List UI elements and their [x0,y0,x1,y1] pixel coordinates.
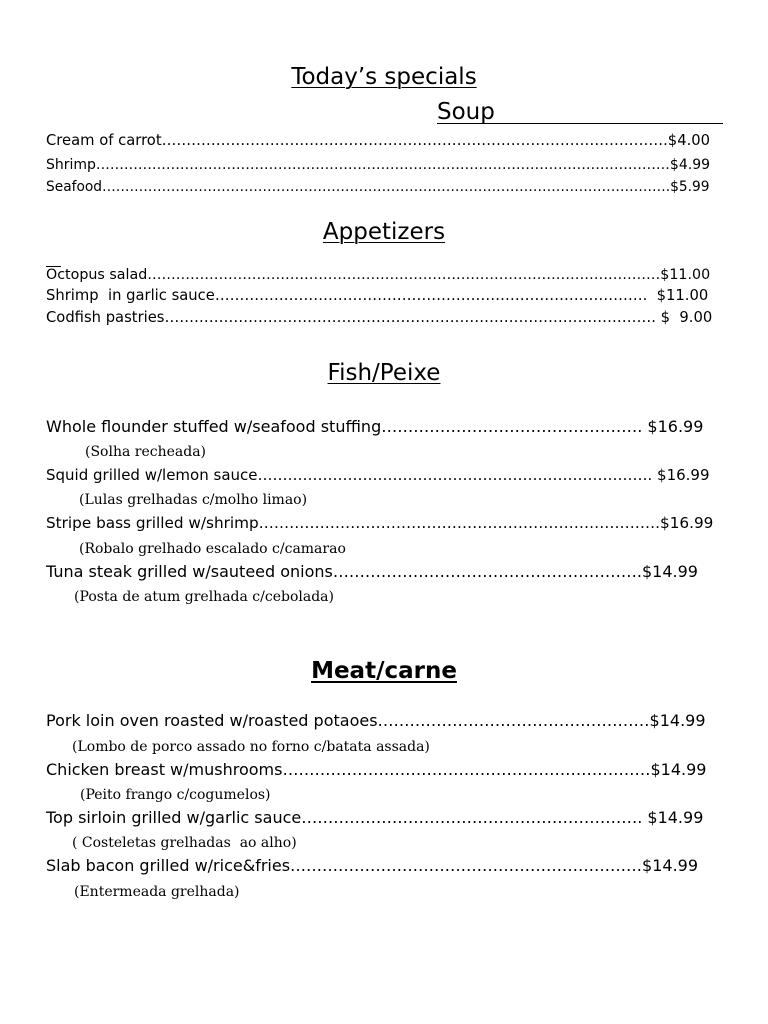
meat-item-slab-bacon: Slab bacon grilled w/rice&fries…………………………………………………………$14.99 [46,856,699,875]
meat-translation-top-sirloin: ( Costeletas grelhadas ao alho) [72,835,297,851]
appetizer-item-codfish-pastries: Codfish pastries………………………………………………………………………………………. $ 9.00 [46,309,713,326]
meat-item-top-sirloin: Top sirloin grilled w/garlic sauce………………………………………………………. $14.99 [46,808,704,827]
fish-translation-tuna-steak: (Posta de atum grelhada c/cebolada) [74,589,334,605]
meat-translation-pork-loin: (Lombo de porco assado no forno c/batata assada) [72,739,430,755]
page-title: Today’s specials [291,64,477,90]
appetizers-heading: Appetizers [322,219,446,245]
meat-item-pork-loin: Pork loin oven roasted w/roasted potaoes……………………………………………$14.99 [46,711,706,730]
soup-item-seafood: Seafood…………………………………………………………………………………………………………….$5.99 [46,179,710,195]
fish-translation-flounder: (Solha recheada) [85,444,207,460]
appetizer-item-shrimp-garlic: Shrimp in garlic sauce……………………………………………………………………………. $11.00 [46,287,709,304]
soup-heading: Soup [437,99,495,125]
fish-translation-stripe-bass: (Robalo grelhado escalado c/camarao [79,541,346,557]
soup-item-cream-of-carrot: Cream of carrot………………………………………………………………………………………….$4.00 [46,132,711,149]
soup-item-shrimp: Shrimp……………………………………………………………………………………………………………$4.99 [46,157,711,173]
meat-item-chicken-breast: Chicken breast w/mushrooms……………………………………………………………$14.99 [46,760,707,779]
fish-item-tuna-steak: Tuna steak grilled w/sauteed onions………………………………………………….$14.99 [46,562,698,581]
fish-item-stripe-bass: Stripe bass grilled w/shrimp…………………………………………………………………….$16.99 [46,514,714,532]
meat-translation-slab-bacon: (Entermeada grelhada) [74,884,240,900]
fish-heading: Fish/Peixe [327,360,441,386]
fish-item-squid: Squid grilled w/lemon sauce……………………………………………………………………. $16.99 [46,466,710,484]
meat-heading: Meat/carne [311,658,457,684]
soup-heading-rule [437,123,723,124]
meat-translation-chicken-breast: (Peito frango c/cogumelos) [80,787,271,803]
fish-item-flounder: Whole flounder stuffed w/seafood stuffing…………………………………………. $16.99 [46,417,704,436]
appetizer-item-octopus-salad: Octopus salad………………………………………………………………………………………………$11.00 [46,267,711,283]
fish-translation-squid: (Lulas grelhadas c/molho limao) [79,492,308,508]
